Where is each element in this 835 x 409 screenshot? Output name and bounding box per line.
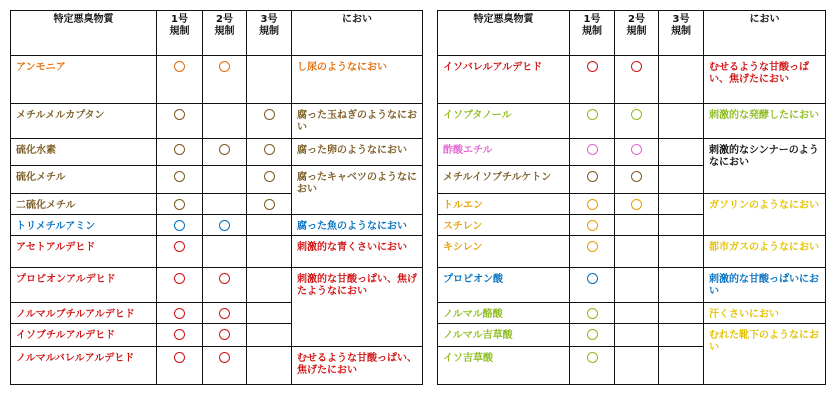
smell-description: 刺激的な青くさいにおい	[292, 236, 423, 268]
table-row	[438, 56, 826, 104]
regulated-circle-icon	[587, 171, 598, 182]
table-row	[438, 324, 826, 347]
table-row	[11, 268, 423, 303]
table-row	[11, 166, 423, 194]
smell-description: し尿のようなにおい	[292, 56, 423, 104]
table-row	[438, 236, 826, 268]
regulation-2-cell	[203, 139, 247, 166]
table-row	[11, 347, 423, 385]
regulated-circle-icon	[174, 308, 185, 319]
substance-name: イソブチルアルデヒド	[11, 324, 157, 347]
regulation-1-cell	[570, 56, 615, 104]
regulation-3-cell	[247, 104, 292, 139]
substance-name: ノルマルブチルアルデヒド	[11, 303, 157, 324]
table-row	[11, 139, 423, 166]
regulated-circle-icon	[631, 171, 642, 182]
smell-description: 刺激的なシンナーのようなにおい	[704, 139, 826, 194]
regulation-2-cell	[615, 56, 659, 104]
substance-name: 二硫化メチル	[11, 194, 157, 215]
regulated-circle-icon	[174, 109, 185, 120]
regulation-3-cell	[659, 194, 704, 215]
table-row	[11, 236, 423, 268]
header-smell: におい	[292, 11, 423, 56]
regulated-circle-icon	[264, 144, 275, 155]
regulation-3-cell	[247, 268, 292, 303]
header-reg2: 2号 規制	[203, 11, 247, 56]
regulation-2-cell	[203, 56, 247, 104]
substance-name: プロピオン酸	[438, 268, 570, 303]
regulated-circle-icon	[219, 352, 230, 363]
substance-name: メチルメルカプタン	[11, 104, 157, 139]
regulation-1-cell	[570, 268, 615, 303]
regulated-circle-icon	[587, 241, 598, 252]
regulation-3-cell	[247, 303, 292, 324]
regulation-2-cell	[615, 303, 659, 324]
regulation-2-cell	[615, 104, 659, 139]
regulated-circle-icon	[174, 273, 185, 284]
substance-name: アンモニア	[11, 56, 157, 104]
header-reg1: 1号 規制	[157, 11, 203, 56]
regulation-2-cell	[203, 215, 247, 236]
regulated-circle-icon	[219, 273, 230, 284]
substance-name: アセトアルデヒド	[11, 236, 157, 268]
header-reg3: 3号 規制	[247, 11, 292, 56]
regulation-2-cell	[203, 104, 247, 139]
substance-name: 硫化メチル	[11, 166, 157, 194]
substance-name: イソブタノール	[438, 104, 570, 139]
regulation-2-cell	[203, 194, 247, 215]
regulated-circle-icon	[587, 329, 598, 340]
smell-description: 腐った魚のようなにおい	[292, 215, 423, 236]
regulation-3-cell	[659, 56, 704, 104]
substance-name: キシレン	[438, 236, 570, 268]
regulated-circle-icon	[174, 171, 185, 182]
regulated-circle-icon	[219, 61, 230, 72]
smell-description: 腐った玉ねぎのようなにおい	[292, 104, 423, 139]
regulation-3-cell	[247, 194, 292, 215]
regulation-2-cell	[615, 166, 659, 194]
smell-description: むれた靴下のようなにおい	[704, 324, 826, 385]
odor-table-left	[10, 10, 423, 385]
regulation-3-cell	[247, 324, 292, 347]
regulation-2-cell	[615, 268, 659, 303]
regulation-1-cell	[570, 236, 615, 268]
regulation-1-cell	[157, 215, 203, 236]
regulation-3-cell	[659, 324, 704, 347]
header-row	[438, 11, 826, 56]
regulation-3-cell	[659, 236, 704, 268]
substance-name: イソバレルアルデヒド	[438, 56, 570, 104]
smell-description: むせるような甘酸っぱい、焦げたにおい	[292, 347, 423, 385]
smell-description: 刺激的な発酵したにおい	[704, 104, 826, 139]
smell-description: むせるような甘酸っぱい、焦げたにおい	[704, 56, 826, 104]
regulation-3-cell	[247, 236, 292, 268]
smell-description: 腐った卵のようなにおい	[292, 139, 423, 166]
regulation-3-cell	[247, 56, 292, 104]
regulation-2-cell	[615, 236, 659, 268]
substance-name: メチルイソブチルケトン	[438, 166, 570, 194]
header-row	[11, 11, 423, 56]
substance-name: ノルマル酪酸	[438, 303, 570, 324]
table-row	[438, 194, 826, 215]
regulated-circle-icon	[174, 199, 185, 210]
regulated-circle-icon	[587, 109, 598, 120]
regulated-circle-icon	[587, 199, 598, 210]
regulation-1-cell	[157, 139, 203, 166]
regulated-circle-icon	[587, 61, 598, 72]
regulated-circle-icon	[587, 352, 598, 363]
table-row	[438, 104, 826, 139]
regulation-1-cell	[157, 56, 203, 104]
substance-name: プロピオンアルデヒド	[11, 268, 157, 303]
regulation-3-cell	[659, 268, 704, 303]
right-table-body	[438, 56, 826, 385]
substance-name: スチレン	[438, 215, 570, 236]
regulated-circle-icon	[264, 171, 275, 182]
smell-description: ガソリンのようなにおい	[704, 194, 826, 236]
table-row	[438, 303, 826, 324]
regulation-3-cell	[659, 215, 704, 236]
regulation-1-cell	[157, 347, 203, 385]
regulated-circle-icon	[174, 329, 185, 340]
regulation-2-cell	[203, 268, 247, 303]
regulation-3-cell	[247, 215, 292, 236]
regulation-3-cell	[659, 303, 704, 324]
smell-description: 汗くさいにおい	[704, 303, 826, 324]
regulated-circle-icon	[631, 199, 642, 210]
substance-name: ノルマル吉草酸	[438, 324, 570, 347]
header-reg1: 1号 規制	[570, 11, 615, 56]
regulated-circle-icon	[587, 308, 598, 319]
regulated-circle-icon	[174, 144, 185, 155]
header-reg2: 2号 規制	[615, 11, 659, 56]
regulation-1-cell	[157, 236, 203, 268]
regulated-circle-icon	[264, 199, 275, 210]
regulation-1-cell	[570, 194, 615, 215]
regulated-circle-icon	[631, 144, 642, 155]
regulation-3-cell	[659, 139, 704, 166]
table-row	[11, 104, 423, 139]
substance-name: トルエン	[438, 194, 570, 215]
regulation-3-cell	[247, 166, 292, 194]
regulated-circle-icon	[219, 220, 230, 231]
regulation-2-cell	[615, 347, 659, 385]
smell-description: 刺激的な甘酸っぱいにおい	[704, 268, 826, 303]
regulation-2-cell	[203, 347, 247, 385]
regulated-circle-icon	[631, 61, 642, 72]
smell-description: 腐ったキャベツのようなにおい	[292, 166, 423, 215]
regulation-2-cell	[615, 194, 659, 215]
regulation-2-cell	[615, 139, 659, 166]
regulated-circle-icon	[587, 273, 598, 284]
regulation-2-cell	[203, 303, 247, 324]
regulation-1-cell	[570, 347, 615, 385]
substance-name: 酢酸エチル	[438, 139, 570, 166]
regulated-circle-icon	[219, 308, 230, 319]
regulation-2-cell	[615, 215, 659, 236]
regulated-circle-icon	[174, 220, 185, 231]
header-smell: におい	[704, 11, 826, 56]
regulated-circle-icon	[219, 329, 230, 340]
regulation-1-cell	[570, 104, 615, 139]
regulation-1-cell	[157, 104, 203, 139]
header-substance: 特定悪臭物質	[438, 11, 570, 56]
regulation-2-cell	[203, 236, 247, 268]
substance-name: ノルマルバレルアルデヒド	[11, 347, 157, 385]
regulation-1-cell	[570, 324, 615, 347]
regulation-3-cell	[659, 347, 704, 385]
regulation-1-cell	[157, 166, 203, 194]
regulated-circle-icon	[264, 109, 275, 120]
table-row	[11, 215, 423, 236]
regulated-circle-icon	[219, 144, 230, 155]
left-table-body	[11, 56, 423, 385]
regulation-2-cell	[203, 324, 247, 347]
regulation-1-cell	[570, 303, 615, 324]
regulation-1-cell	[157, 324, 203, 347]
regulated-circle-icon	[174, 241, 185, 252]
regulated-circle-icon	[587, 220, 598, 231]
header-reg3: 3号 規制	[659, 11, 704, 56]
regulation-1-cell	[157, 303, 203, 324]
regulation-1-cell	[570, 166, 615, 194]
substance-name: 硫化水素	[11, 139, 157, 166]
regulation-2-cell	[203, 166, 247, 194]
regulation-3-cell	[247, 139, 292, 166]
odor-table-right	[437, 10, 826, 385]
substance-name: イソ吉草酸	[438, 347, 570, 385]
regulation-2-cell	[615, 324, 659, 347]
regulated-circle-icon	[174, 352, 185, 363]
regulation-1-cell	[570, 215, 615, 236]
regulation-3-cell	[247, 347, 292, 385]
regulated-circle-icon	[174, 61, 185, 72]
table-row	[438, 268, 826, 303]
substance-name: トリメチルアミン	[11, 215, 157, 236]
regulation-1-cell	[157, 194, 203, 215]
smell-description: 刺激的な甘酸っぱい、焦げたようなにおい	[292, 268, 423, 347]
table-row	[11, 56, 423, 104]
regulated-circle-icon	[587, 144, 598, 155]
regulation-3-cell	[659, 104, 704, 139]
smell-description: 都市ガスのようなにおい	[704, 236, 826, 268]
regulation-1-cell	[570, 139, 615, 166]
regulated-circle-icon	[631, 109, 642, 120]
table-row	[438, 139, 826, 166]
regulation-1-cell	[157, 268, 203, 303]
regulation-3-cell	[659, 166, 704, 194]
header-substance: 特定悪臭物質	[11, 11, 157, 56]
